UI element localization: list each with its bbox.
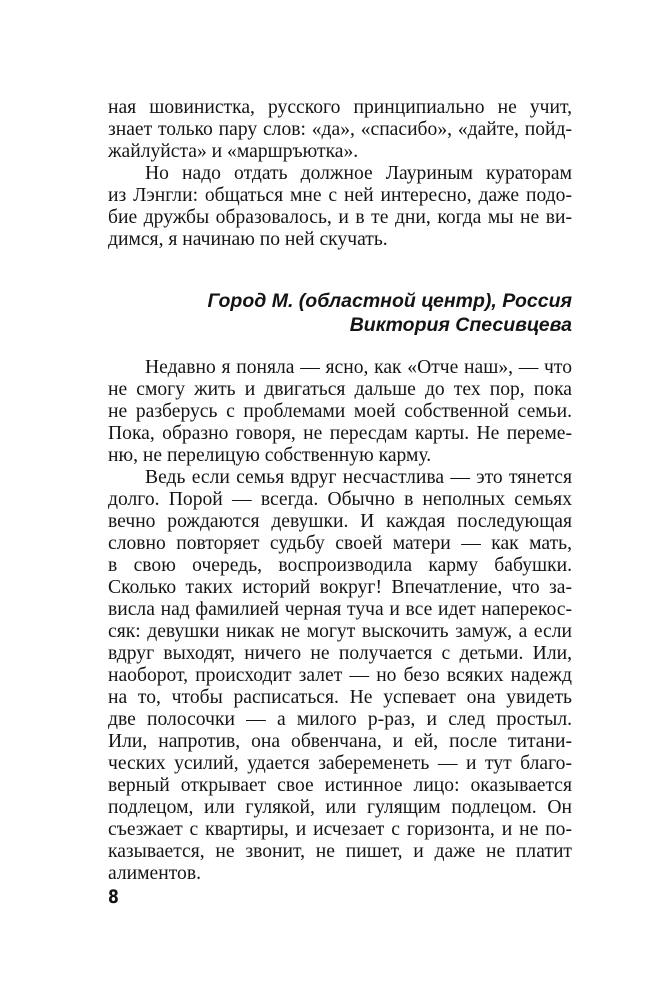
text-line: сяк: девушки никак не могут выскочить замуж, а если [108,621,572,642]
text-line: не смогу жить и двигаться дальше до тех пор, пока [108,379,572,400]
text-line: съезжает с квартиры, и исчезает с горизонта, и не по- [108,819,572,840]
section-author-heading: Виктория Спесивцева [349,314,572,336]
text-line: наоборот, происходит залет — но безо всяких надежд [108,665,572,686]
text-line: в свою очередь, воспроизводила карму бабушки. [108,555,572,576]
text-line: верный открывает свое истинное лицо: оказывается [108,775,572,796]
text-line: на то, чтобы расписаться. Не успевает она увидеть [108,687,572,708]
text-line: Недавно я поняла — ясно, как «Отче наш», — что [145,357,572,378]
text-line: Сколько таких историй вокруг! Впечатление, что за- [108,577,572,598]
text-line: алиментов. [108,863,201,884]
text-line: словно повторяет судьбу своей матери — как мать, [108,533,572,554]
text-line: долго. Порой — всегда. Обычно в неполных семьях [108,489,572,510]
text-line: не разберусь с проблемами моей собственной семьи. [108,401,572,422]
text-line: вечно рождаются девушки. И каждая последующая [108,511,572,532]
section-location-heading: Город М. (областной центр), Россия [207,290,572,312]
text-line: жайлуйста» и «маршръютка». [108,141,359,162]
text-line: ная шовинистка, русского принципиально не учит, [108,97,572,118]
text-line: две полосочки — а милого р-раз, и след простыл. [108,709,572,730]
text-line: вдруг выходят, ничего не получается с детьми. Или, [108,643,572,664]
page-number: 8 [108,886,119,908]
text-line: знает только пару слов: «да», «спасибо», «дайте, пойд- [108,119,572,140]
text-line: Или, напротив, она обвенчана, и ей, после титани- [108,731,572,752]
text-line: из Лэнгли: общаться мне с ней интересно, даже подо- [108,185,572,206]
text-line: казывается, не звонит, не пишет, и даже не платит [108,841,572,862]
text-line: бие дружбы образовалось, и в те дни, когда мы не ви- [108,207,572,228]
text-line: ческих усилий, удается забеременеть — и тут благо- [108,753,572,774]
text-line: ню, не перелицую собственную карму. [108,445,432,466]
text-line: висла над фамилией черная туча и все идет наперекос- [108,599,572,620]
text-line: Ведь если семья вдруг несчастлива — это тянется [145,467,572,488]
text-line: Пока, образно говоря, не пересдам карты. Не переме- [108,423,572,444]
text-line: димся, я начинаю по ней скучать. [108,229,388,250]
text-line: подлецом, или гулякой, или гулящим подлецом. Он [108,797,572,818]
text-line: Но надо отдать должное Лауриным кураторам [145,163,572,184]
